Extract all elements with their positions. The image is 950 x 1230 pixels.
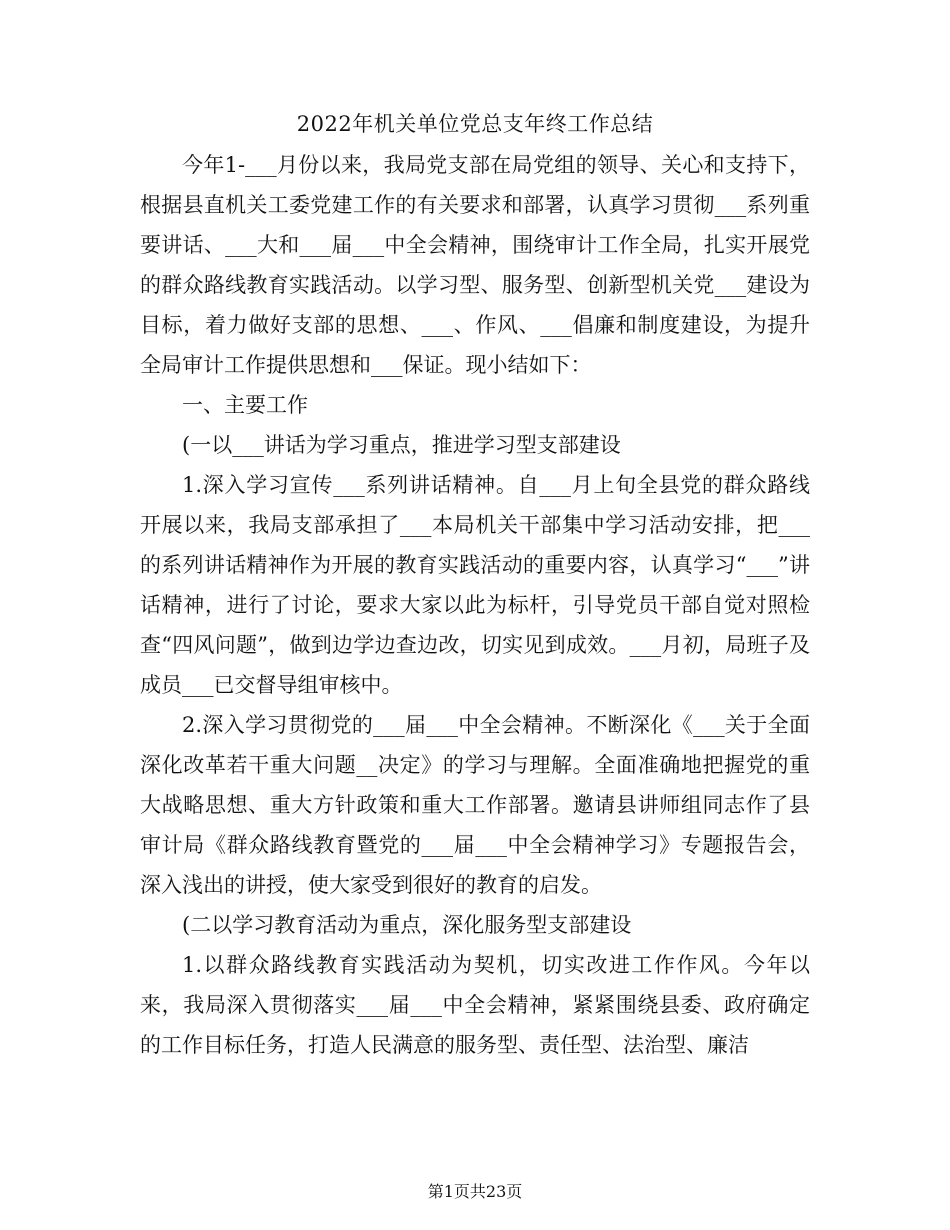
section-heading: 一、主要工作 <box>182 393 308 417</box>
body-paragraph: 2.深入学习贯彻党的___届___中全会精神。不断深化《___关于全面深化改革若干重大问题__决定》的学习与理解。全面准确地把握党的重大战略思想、重大方针政策和重大工作部署。邀请县讲师组同志作了县审计局《群众路线教育暨党的___届___中全会精神学习》专题报告会，深入浅出的讲授，使大家受到很好的教育的启发。 <box>140 713 810 897</box>
intro-paragraph: 今年1-___月份以来，我局党支部在局党组的领导、关心和支持下，根据县直机关工委党建工作的有关要求和部署，认真学习贯彻___系列重要讲话、___大和___届___中全会精神，围绕审计工作全局，扎实开展党的群众路线教育实践活动。以学习型、服务型、创新型机关党___建设为目标，着力做好支部的思想、___、作风、___倡廉和制度建设，为提升全局审计工作提供思想和___保证。现小结如下： <box>140 153 810 377</box>
subsection-heading: (一以___讲话为学习重点，推进学习型支部建设 <box>182 433 621 457</box>
document-title: 2022年机关单位党总支年终工作总结 <box>296 112 654 136</box>
page-footer: 第1页共23页 <box>427 1182 523 1201</box>
document-body <box>140 145 810 1065</box>
body-paragraph: 1.以群众路线教育实践活动为契机，切实改进工作作风。今年以来，我局深入贯彻落实___届___中全会精神，紧紧围绕县委、政府确定的工作目标任务，打造人民满意的服务型、责任型、法治型、廉洁 <box>140 953 810 1057</box>
subsection-heading: (二以学习教育活动为重点，深化服务型支部建设 <box>182 913 632 937</box>
body-paragraph: 1.深入学习宣传___系列讲话精神。自___月上旬全县党的群众路线开展以来，我局支部承担了___本局机关干部集中学习活动安排，把___的系列讲话精神作为开展的教育实践活动的重要内容，认真学习“___”讲话精神，进行了讨论，要求大家以此为标杆，引导党员干部自觉对照检查“四风问题”，做到边学边查边改，切实见到成效。___月初，局班子及成员___已交督导组审核中。 <box>140 473 810 697</box>
